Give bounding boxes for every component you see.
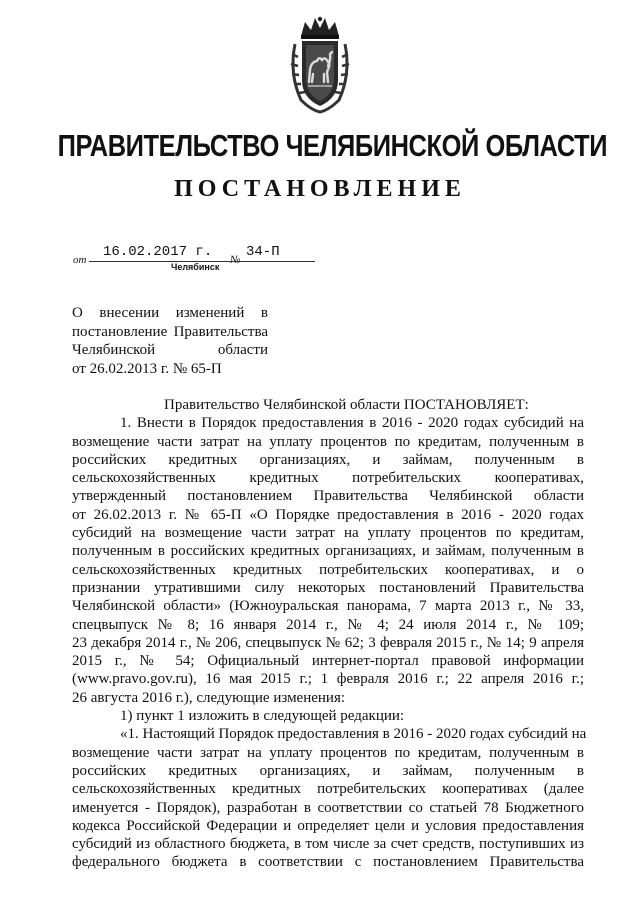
document-body — [72, 396, 587, 872]
body-line: «1. Настоящий Порядок предоставления в 2016 - 2020 годах субсидий на — [120, 726, 587, 743]
body-line: российских кредитных организациях, и займам, полученным в — [72, 451, 584, 468]
body-line: сельскохозяйственных кредитных потребительских кооперативах, — [72, 470, 584, 487]
body-line: сельскохозяйственных кредитных потребительских кооперативах, и о — [72, 561, 584, 578]
coat-of-arms-emblem — [287, 14, 353, 114]
body-line: субсидий на возмещение части затрат на уплату процентов по кредитам, — [72, 525, 584, 542]
body-line: 26 августа 2016 г.), следующие изменения: — [72, 689, 346, 706]
subject-line: от 26.02.2013 г. № 65-П — [72, 360, 222, 377]
body-line: 1. Внести в Порядок предоставления в 2016 - 2020 годах субсидий на — [120, 415, 584, 432]
document-date: 16.02.2017 г. — [103, 244, 213, 260]
body-line: от 26.02.2013 г. № 65-П «О Порядке предоставления в 2016 - 2020 годах — [72, 506, 584, 523]
body-line: утвержденный постановлением Правительства Челябинской области — [72, 488, 584, 505]
body-line: признании утратившими силу некоторых постановлений Правительства — [72, 579, 584, 596]
government-title: ПРАВИТЕЛЬСТВО ЧЕЛЯБИНСКОЙ ОБЛАСТИ — [57, 128, 608, 163]
subject-line: постановление Правительства — [72, 323, 268, 340]
body-line: Правительство Челябинской области ПОСТАНОВЛЯЕТ: — [164, 397, 529, 413]
body-line: спецвыпуск № 8; 16 января 2014 г., № 4; 24 июля 2014 г., № 109; — [72, 616, 584, 633]
body-line: сельскохозяйственных кредитных потребительских кооперативах (далее — [72, 781, 584, 798]
document-city: Челябинск — [171, 262, 220, 272]
body-line: (www.pravo.gov.ru), 16 мая 2015 г.; 1 февраля 2016 г.; 22 апреля 2016 г.; — [72, 671, 584, 688]
body-line: Челябинской области» (Южноуральская панорама, 7 марта 2013 г., № 33, — [72, 598, 584, 615]
subject-line: Челябинской области — [72, 342, 268, 358]
document-subject — [72, 304, 268, 378]
date-label: от — [73, 254, 87, 266]
body-line: кодекса Российской Федерации и определяет цели и условия предоставления — [72, 817, 584, 834]
body-line: субсидий из областного бюджета, в том числе за счет средств, поступивших из — [72, 836, 584, 853]
body-line: федерального бюджета в соответствии с постановлением Правительства — [72, 854, 584, 871]
subject-line: О внесении изменений в — [72, 305, 268, 321]
document-number: 34-П — [246, 244, 280, 260]
body-line: возмещение части затрат на уплату процентов по кредитам, полученным в — [72, 744, 584, 761]
body-line: 23 декабря 2014 г., № 206, спецвыпуск № 62; 3 февраля 2015 г., № 14; 9 апреля — [72, 634, 584, 651]
document-type: ПОСТАНОВЛЕНИЕ — [174, 176, 466, 202]
body-line: российских кредитных организациях, и займам, полученным в — [72, 762, 584, 779]
body-line: именуется - Порядок), разработан в соответствии со статьей 78 Бюджетного — [72, 799, 584, 816]
body-line: полученным в российских кредитных организациях, и займам, полученным в — [72, 543, 584, 560]
number-label: № — [230, 254, 241, 266]
body-line: возмещение части затрат на уплату процентов по кредитам, полученным в — [72, 433, 584, 450]
body-line: 1) пункт 1 изложить в следующей редакции: — [120, 708, 405, 725]
body-line: 2015 г., № 54; Официальный интернет-портал правовой информации — [72, 653, 584, 670]
